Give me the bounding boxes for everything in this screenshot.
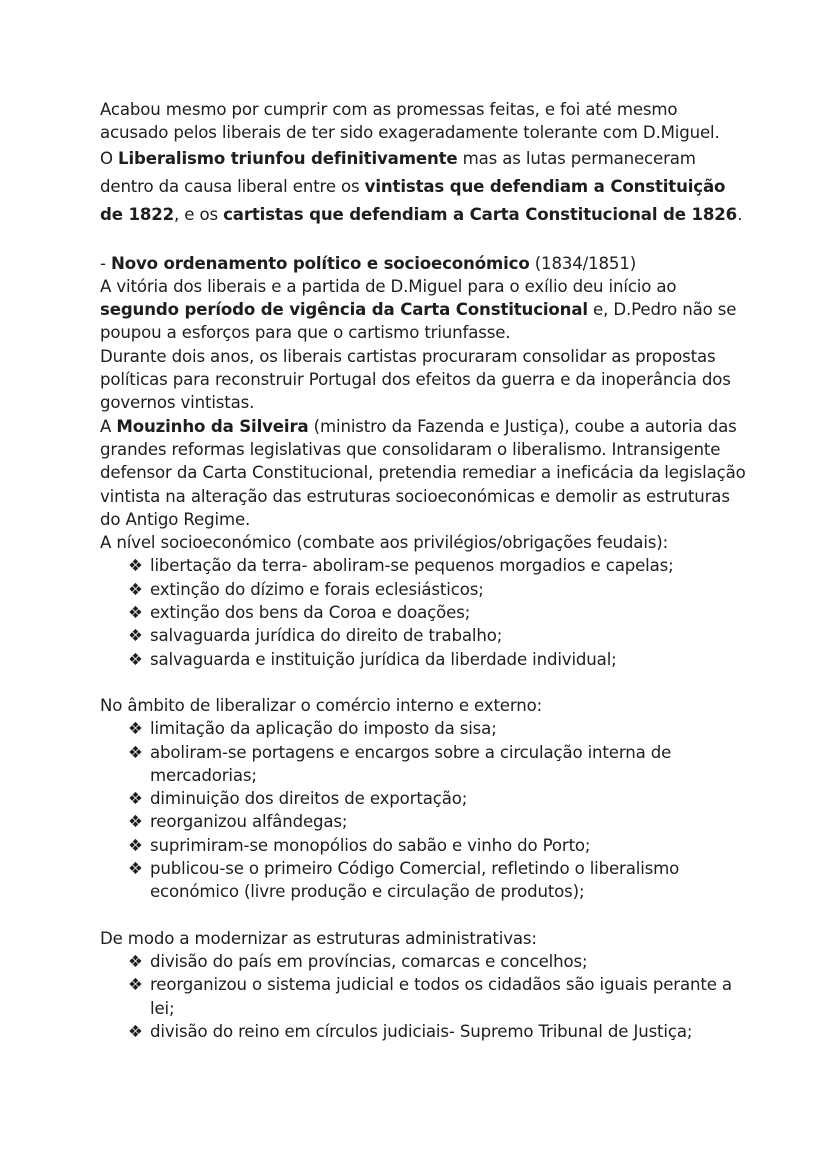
list-item: ❖ extinção dos bens da Coroa e doações; [128,601,750,624]
bullet-list-socioeconomic [100,554,750,670]
diamond-bullet-icon: ❖ [128,835,143,855]
list-item: ❖ limitação da aplicação do imposto da sisa; [128,717,750,740]
list-item: ❖ aboliram-se portagens e encargos sobre a circulação interna de mercadorias; [128,742,672,785]
paragraph-two-years: Durante dois anos, os liberais cartistas procuraram consolidar as propostas políticas para reconstruir Portugal dos efeitos da guerra e da inoperância dos governos vintistas. [100,346,731,413]
diamond-bullet-icon: ❖ [128,603,143,623]
diamond-bullet-icon: ❖ [128,859,143,879]
diamond-bullet-icon: ❖ [128,719,143,739]
list-item: ❖ reorganizou o sistema judicial e todos os cidadãos são iguais perante a lei; [128,975,732,1018]
list-item: ❖ libertação da terra- aboliram-se pequenos morgadios e capelas; [128,554,750,577]
bold-liberalism: Liberalismo triunfou definitivamente [118,148,458,168]
list-intro-commerce: No âmbito de liberalizar o comércio interno e externo: [100,695,543,715]
document-body [100,98,750,1043]
list-intro-socioeconomic: A nível socioeconómico (combate aos privilégios/obrigações feudais): [100,533,669,553]
list-item: ❖ divisão do reino em círculos judiciais- Supremo Tribunal de Justiça; [128,1020,750,1043]
diamond-bullet-icon: ❖ [128,626,143,646]
list-item: ❖ reorganizou alfândegas; [128,810,750,833]
bold-cartistas: cartistas que defendiam a Carta Constitucional de 1826 [223,204,738,224]
section-heading-dates: (1834/1851) [529,253,637,273]
list-item: ❖ suprimiram-se monopólios do sabão e vinho do Porto; [128,834,750,857]
list-item: ❖ diminuição dos direitos de exportação; [128,787,750,810]
section-heading: - Novo ordenamento político e socioeconómico (1834/1851) [100,253,637,273]
diamond-bullet-icon: ❖ [128,556,143,576]
list-item: ❖ salvaguarda e instituição jurídica da liberdade individual; [128,648,750,671]
bold-second-period: segundo período de vigência da Carta Constitucional [100,300,588,320]
list-item: ❖ publicou-se o primeiro Código Comercial, refletindo o liberalismo económico (livre produção e circulação de produtos); [128,859,680,902]
paragraph-liberalism-triumph: O Liberalismo triunfou definitivamente mas as lutas permaneceram dentro da causa liberal entre os vintistas que defendiam a Constituição de 1822, e os cartistas que defendiam a Carta Constitucional de 1826. [100,148,743,224]
spacer [100,671,750,694]
list-item: ❖ divisão do país em províncias, comarcas e concelhos; [128,950,750,973]
paragraph-liberal-victory: A vitória dos liberais e a partida de D.Miguel para o exílio deu início ao segundo período de vigência da Carta Constitucional e, D.Pedro não se poupou a esforços para que o cartismo triunfasse. [100,276,737,343]
diamond-bullet-icon: ❖ [128,742,143,762]
diamond-bullet-icon: ❖ [128,789,143,809]
diamond-bullet-icon: ❖ [128,812,143,832]
bullet-list-administrative [100,950,750,1043]
section-heading-title: Novo ordenamento político e socioeconómico [110,253,530,273]
diamond-bullet-icon: ❖ [128,579,143,599]
list-item: ❖ salvaguarda jurídica do direito de trabalho; [128,624,750,647]
bold-mouzinho: Mouzinho da Silveira [116,416,309,436]
diamond-bullet-icon: ❖ [128,1021,143,1041]
paragraph-mouzinho: A Mouzinho da Silveira (ministro da Fazenda e Justiça), coube a autoria das grandes reformas legislativas que consolidaram o liberalismo. Intransigente defensor da Carta Constitucional, pretendia remediar a ineficácia da legislação vintista na alteração das estruturas socioeconómicas e demolir as estruturas do Antigo Regime. [100,416,746,529]
list-item: ❖ extinção do dízimo e forais eclesiásticos; [128,578,750,601]
spacer [100,904,750,927]
list-intro-administrative: De modo a modernizar as estruturas administrativas: [100,928,537,948]
diamond-bullet-icon: ❖ [128,649,143,669]
bold-vintistas: vintistas que defendiam a Constituição de 1822 [100,176,726,224]
diamond-bullet-icon: ❖ [128,951,143,971]
diamond-bullet-icon: ❖ [128,975,143,995]
paragraph-miguel-tolerance: Acabou mesmo por cumprir com as promessas feitas, e foi até mesmo acusado pelos liberais de ter sido exageradamente tolerante com D.Miguel. [100,100,720,143]
spacer [100,229,750,252]
bullet-list-commerce [100,717,750,903]
